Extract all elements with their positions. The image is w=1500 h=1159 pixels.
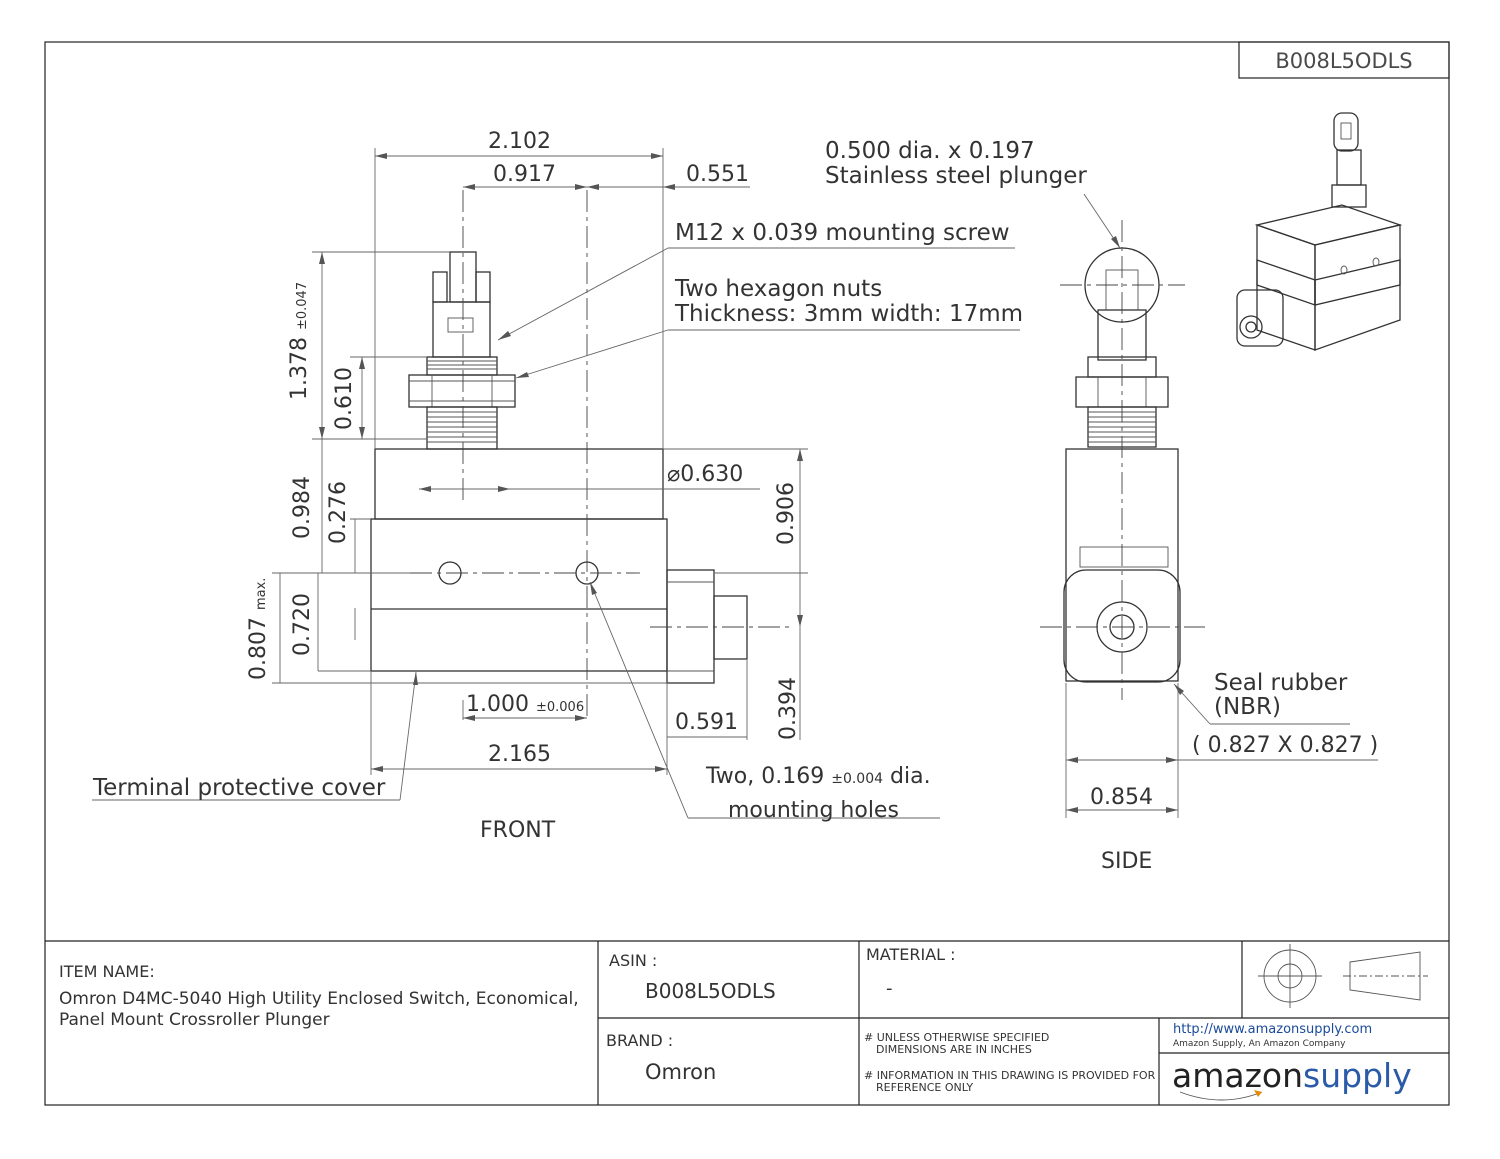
header-code: B008L5ODLS (1275, 49, 1413, 73)
dim-1000-tol: ±0.006 (535, 700, 585, 715)
dim-0906: 0.906 (774, 482, 799, 545)
callout-plunger (825, 139, 1087, 189)
callout-nuts (675, 277, 1023, 327)
dim-0917: 0.917 (493, 162, 556, 187)
callout-nuts-line1: Two hexagon nuts (675, 276, 883, 302)
brand-label: BRAND : (606, 1031, 674, 1050)
brand-value: Omron (645, 1060, 717, 1084)
item-name-label: ITEM NAME: (59, 962, 155, 981)
callout-nuts-line2: Thickness: 3mm width: 17mm (675, 301, 1024, 327)
dim-0854: 0.854 (1090, 785, 1153, 810)
dim-0591: 0.591 (675, 710, 738, 735)
callout-plunger-line2: Stainless steel plunger (825, 163, 1087, 189)
note-units-line2: DIMENSIONS ARE IN INCHES (876, 1043, 1032, 1056)
dim-0807-value: 0.807 (246, 617, 271, 680)
callout-holes (706, 761, 931, 826)
dim-2165: 2.165 (488, 742, 551, 767)
dim-0630 (667, 462, 743, 487)
material-value: - (886, 978, 893, 999)
callout-holes-tol: ±0.004 (831, 771, 884, 787)
logo-amazon: amazon (1172, 1056, 1304, 1095)
note-reference-line1: # INFORMATION IN THIS DRAWING IS PROVIDED FOR (864, 1069, 1156, 1082)
callout-seal-line2: (NBR) (1214, 694, 1281, 720)
dia-symbol: ⌀ (667, 462, 681, 487)
front-dimensions (92, 148, 1020, 818)
dim-0984: 0.984 (290, 476, 315, 539)
dim-0630-value: 0.630 (680, 462, 744, 487)
callout-holes-a: Two, 0.169 (706, 764, 825, 789)
isometric-view (1237, 113, 1400, 350)
amazon-supply-logo (1172, 1056, 1412, 1095)
item-name-value (59, 989, 579, 1031)
note-units (864, 1032, 1049, 1056)
dim-1000-value: 1.000 (466, 692, 529, 717)
side-view-label: SIDE (1101, 849, 1153, 874)
callout-seal (1214, 671, 1347, 719)
dim-1378-tol: ±0.047 (295, 281, 310, 331)
dim-0827-value: 0.827 X 0.827 (1207, 733, 1363, 758)
dim-0807 (246, 578, 271, 680)
material-label: MATERIAL : (866, 945, 956, 964)
company-line: Amazon Supply, An Amazon Company (1173, 1039, 1346, 1049)
callout-holes-b: dia. (890, 764, 931, 789)
dim-2102: 2.102 (488, 129, 551, 154)
logo-supply: supply (1303, 1056, 1412, 1095)
website-link[interactable]: http://www.amazonsupply.com (1173, 1022, 1373, 1037)
dim-0551: 0.551 (686, 162, 749, 187)
dim-1378 (287, 282, 312, 400)
note-reference (864, 1070, 1155, 1094)
dim-0807-note: max. (254, 577, 269, 611)
dim-0394: 0.394 (776, 677, 801, 740)
callout-terminal: Terminal protective cover (93, 775, 386, 801)
item-name-line1: Omron D4MC-5040 High Utility Enclosed Switch, Economical, (59, 989, 579, 1009)
callout-seal-line1: Seal rubber (1214, 670, 1348, 696)
dim-0610: 0.610 (332, 367, 357, 430)
callout-holes-line2: mounting holes (728, 798, 899, 823)
callout-screw: M12 x 0.039 mounting screw (675, 220, 1010, 246)
dim-0720: 0.720 (290, 593, 315, 656)
note-reference-line2: REFERENCE ONLY (876, 1081, 974, 1094)
asin-label: ASIN : (609, 951, 658, 970)
dim-1378-value: 1.378 (287, 337, 312, 400)
front-view (371, 190, 790, 720)
side-view (1040, 194, 1378, 818)
note-units-line1: # UNLESS OTHERWISE SPECIFIED (864, 1031, 1050, 1044)
dim-0276: 0.276 (326, 481, 351, 544)
callout-plunger-line1: 0.500 dia. x 0.197 (825, 138, 1035, 164)
dim-1000 (466, 692, 584, 717)
sheet-border (45, 42, 1449, 1105)
item-name-line2: Panel Mount Crossroller Plunger (59, 1010, 330, 1030)
callout-holes-line1 (706, 761, 931, 795)
asin-value: B008L5ODLS (645, 979, 776, 1003)
dim-0827: ( 0.827 X 0.827 ) (1192, 733, 1379, 758)
front-view-label: FRONT (480, 818, 556, 843)
